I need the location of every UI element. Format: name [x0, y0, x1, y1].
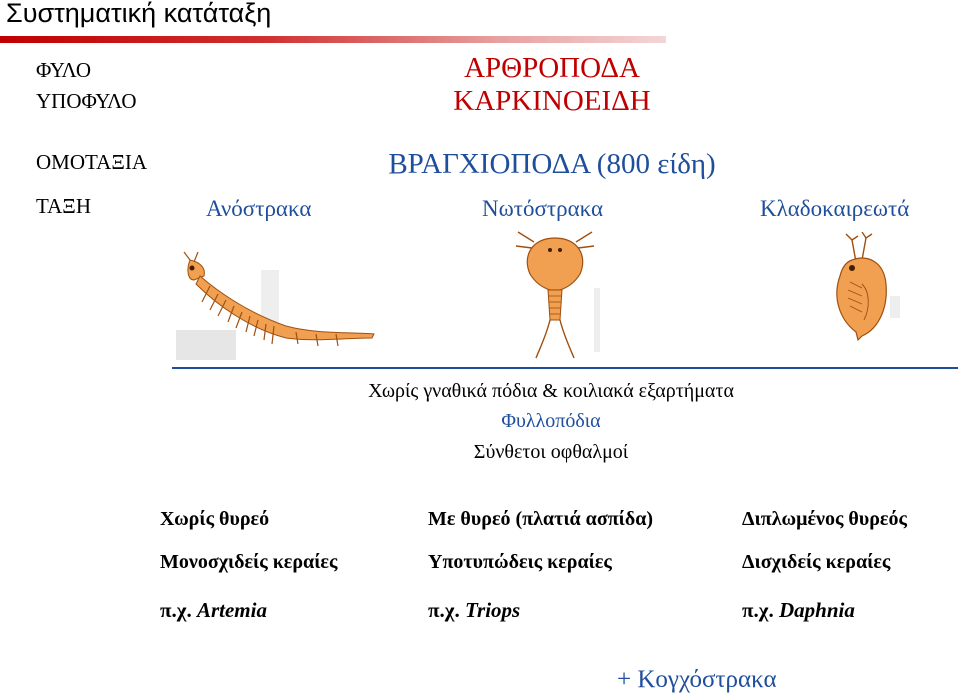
- rank-label-class: ΤΑΞΗ: [36, 194, 91, 218]
- triops-illustration: [510, 228, 600, 360]
- rank-label-superclass: ΟΜΟΤΑΞΙΑ: [36, 150, 147, 174]
- daphnia-illustration: [822, 232, 902, 342]
- footer-note-ostracoda: + Κογχόστρακα: [617, 666, 777, 693]
- title-underline: [0, 36, 666, 43]
- taxon-phylum: ΑΡΘΡΟΠΟΔΑ: [464, 52, 640, 84]
- col2-carapace: Με θυρεό (πλατιά ασπίδα): [428, 508, 654, 530]
- example-prefix: π.χ.: [428, 598, 460, 622]
- taxon-superclass: ΒΡΑΓΧΙΟΠΟΔΑ (800 είδη): [388, 148, 716, 180]
- example-prefix: π.χ.: [160, 598, 192, 622]
- trait-phyllopods: Φυλλοπόδια: [501, 410, 601, 432]
- col3-example: [742, 598, 855, 623]
- rank-label-phylum: ΦΥΛΟ: [36, 58, 92, 82]
- col1-carapace: Χωρίς θυρεό: [160, 508, 270, 530]
- col2-antennae: Υποτυπώδεις κεραίες: [428, 551, 612, 573]
- col1-antennae: Μονοσχιδείς κεραίες: [160, 551, 338, 573]
- col2-example: [428, 598, 520, 623]
- order-anostraca: Ανόστρακα: [206, 196, 312, 221]
- col1-example: [160, 598, 267, 623]
- col3-carapace: Διπλωμένος θυρεός: [742, 508, 907, 530]
- artemia-illustration: [176, 250, 376, 362]
- example-genus: Artemia: [196, 598, 267, 622]
- order-notostraca: Νωτόστρακα: [482, 196, 604, 221]
- rank-label-subphylum: ΥΠΟΦΥΛΟ: [36, 89, 137, 113]
- taxon-subphylum: ΚΑΡΚΙΝΟΕΙΔΗ: [453, 85, 651, 117]
- section-divider: [172, 367, 958, 369]
- trait-compound-eyes: Σύνθετοι οφθαλμοί: [473, 441, 629, 463]
- order-cladocera: Κλαδοκαιρεωτά: [760, 196, 910, 221]
- example-prefix: π.χ.: [742, 598, 774, 622]
- col3-antennae: Δισχιδείς κεραίες: [742, 551, 891, 573]
- example-genus: Daphnia: [778, 598, 855, 622]
- slide-title: Συστηματική κατάταξη: [6, 0, 272, 28]
- trait-no-maxillipeds: Χωρίς γναθικά πόδια & κοιλιακά εξαρτήματα: [368, 380, 734, 402]
- example-genus: Triops: [464, 598, 521, 622]
